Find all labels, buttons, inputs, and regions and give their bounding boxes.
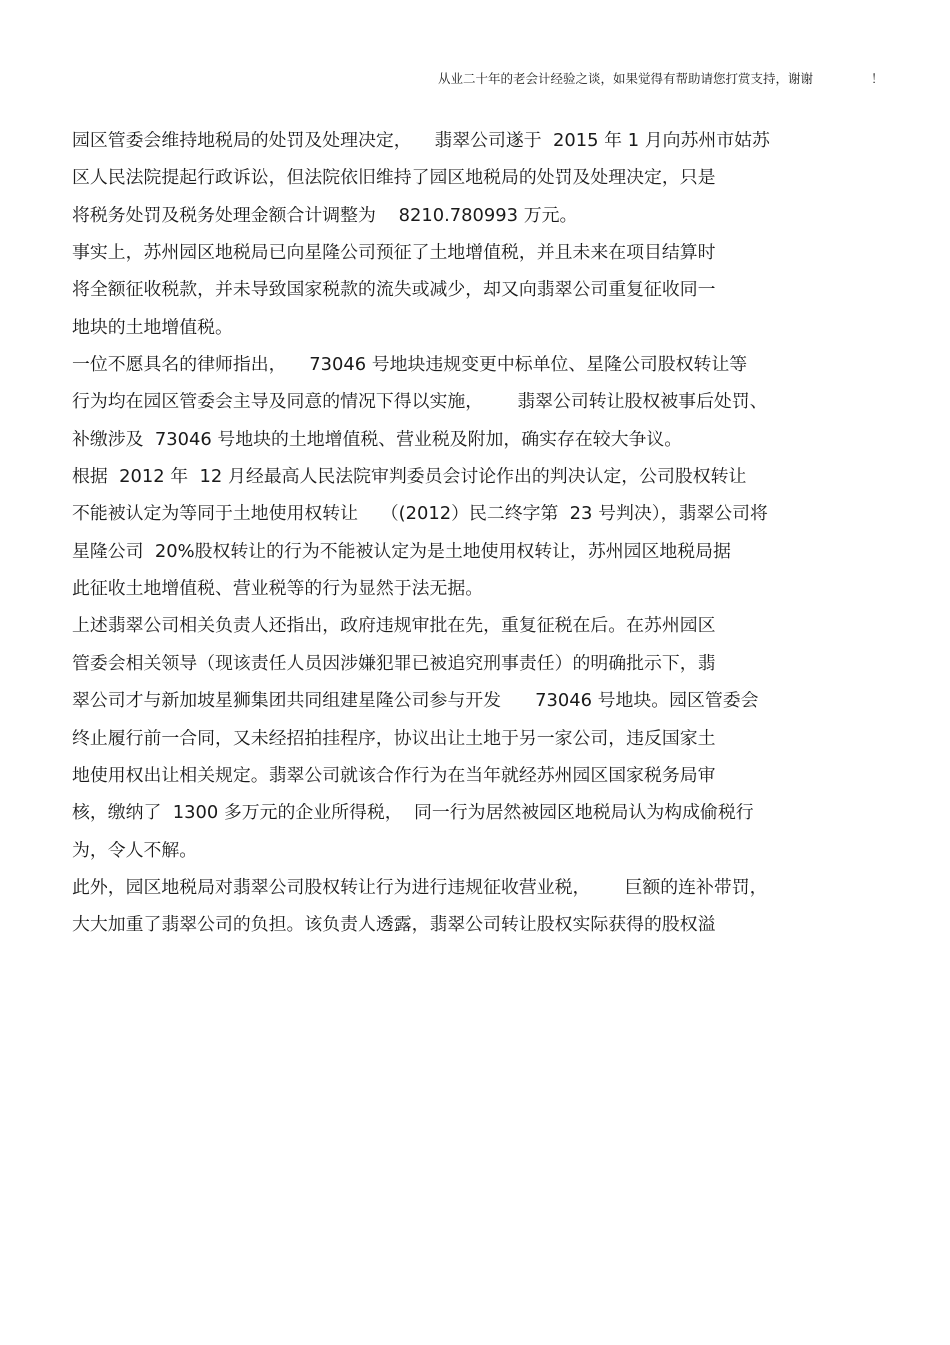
header-exclamation: ！ bbox=[871, 71, 884, 86]
text-line: 地使用权出让相关规定。翡翠公司就该合作行为在当年就经苏州园区国家税务局审 bbox=[72, 764, 716, 786]
text-line: 此外，园区地税局对翡翠公司股权转让行为进行违规征收营业税， 巨额的连补带罚， bbox=[72, 876, 768, 898]
text-line: 不能被认定为等同于土地使用权转让 （(2012）民二终字第 23 号判决），翡翠公司将 bbox=[72, 503, 768, 525]
text-line: 为，令人不解。 bbox=[72, 839, 198, 861]
text-line: 管委会相关领导（现该责任人员因涉嫌犯罪已被追究刑事责任）的明确批示下，翡 bbox=[72, 652, 716, 674]
text-line: 星隆公司 20%股权转让的行为不能被认定为是土地使用权转让，苏州园区地税局据 bbox=[72, 540, 731, 562]
text-line: 上述翡翠公司相关负责人还指出，政府违规审批在先，重复征税在后。在苏州园区 bbox=[72, 615, 716, 637]
text-line: 行为均在园区管委会主导及同意的情况下得以实施， 翡翠公司转让股权被事后处罚、 bbox=[72, 391, 768, 413]
text-line: 补缴涉及 73046 号地块的土地增值税、营业税及附加，确实存在较大争议。 bbox=[72, 428, 683, 450]
text-line: 核，缴纳了 1300 多万元的企业所得税， 同一行为居然被园区地税局认为构成偷税行 bbox=[72, 802, 754, 824]
text-line: 根据 2012 年 12 月经最高人民法院审判委员会讨论作出的判决认定，公司股权转让 bbox=[72, 466, 747, 488]
text-line: 区人民法院提起行政诉讼，但法院依旧维持了园区地税局的处罚及处理决定，只是 bbox=[72, 167, 716, 189]
text-line: 大大加重了翡翠公司的负担。该负责人透露，翡翠公司转让股权实际获得的股权溢 bbox=[72, 914, 716, 936]
text-line: 将全额征收税款，并未导致国家税款的流失或减少，却又向翡翠公司重复征收同一 bbox=[72, 279, 716, 301]
text-line: 将税务处罚及税务处理金额合计调整为 8210.780993 万元。 bbox=[72, 204, 578, 226]
text-line: 事实上，苏州园区地税局已向星隆公司预征了土地增值税，并且未来在项目结算时 bbox=[72, 242, 716, 264]
text-line: 地块的土地增值税。 bbox=[72, 316, 233, 338]
text-line: 终止履行前一合同，又未经招拍挂程序，协议出让土地于另一家公司，违反国家土 bbox=[72, 727, 716, 749]
page-header bbox=[0, 69, 950, 93]
header-text: 从业二十年的老会计经验之谈，如果觉得有帮助请您打赏支持，谢谢 bbox=[438, 71, 814, 86]
text-line: 翠公司才与新加坡星狮集团共同组建星隆公司参与开发 73046 号地块。园区管委会 bbox=[72, 690, 759, 712]
text-line: 园区管委会维持地税局的处罚及处理决定， 翡翠公司遂于 2015 年 1 月向苏州市姑苏 bbox=[72, 130, 770, 151]
text-line: 此征收土地增值税、营业税等的行为显然于法无据。 bbox=[72, 578, 484, 600]
article-body bbox=[72, 122, 892, 944]
text-line: 一位不愿具名的律师指出， 73046 号地块违规变更中标单位、星隆公司股权转让等 bbox=[72, 354, 748, 376]
